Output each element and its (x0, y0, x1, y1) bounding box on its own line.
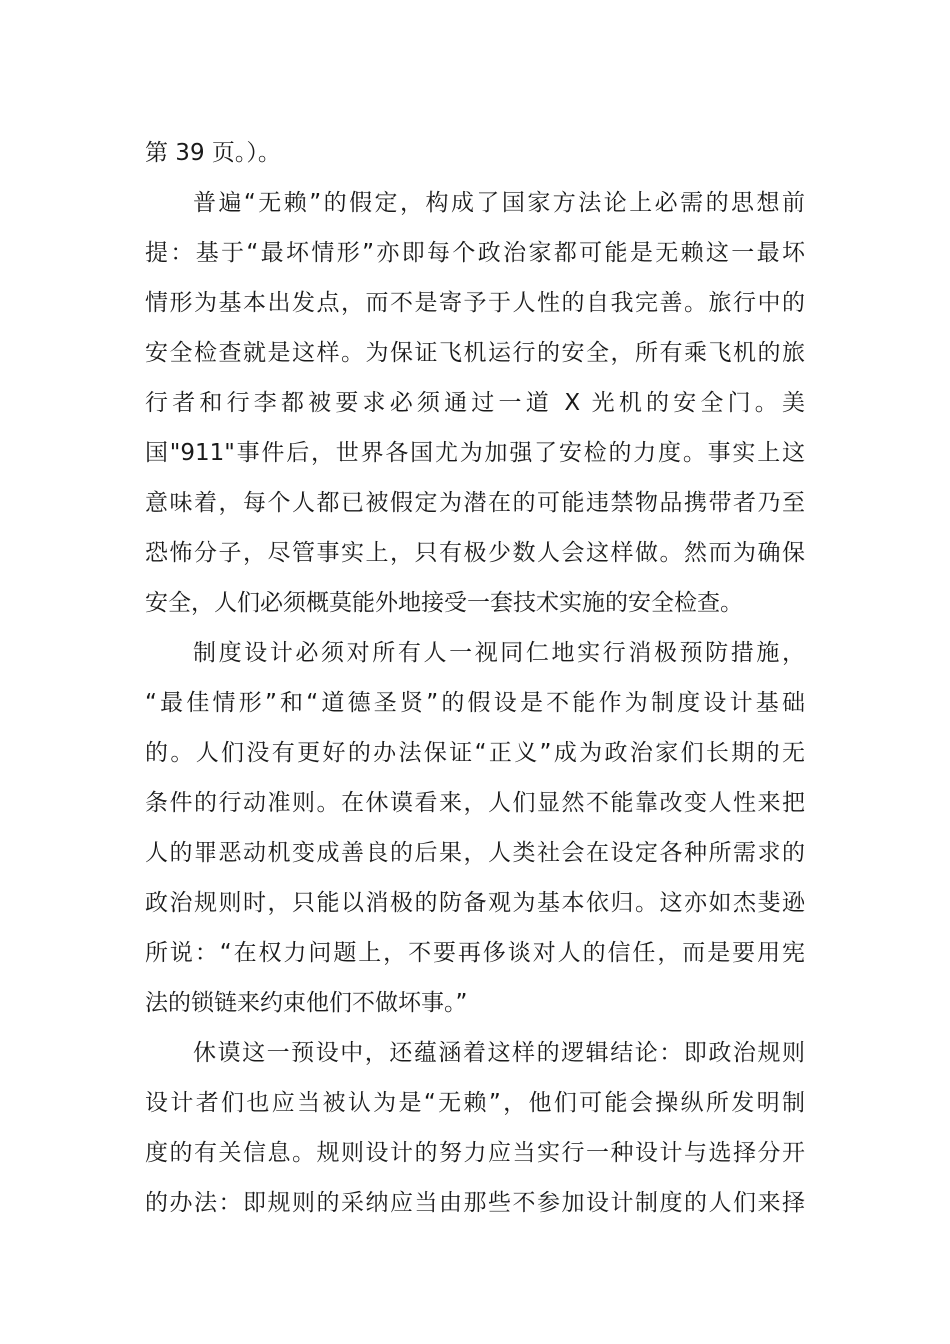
text-line: 安全，人们必须概莫能外地接受一套技术实施的安全检查。 (145, 590, 743, 616)
text-line: 第 39 页。）。 (145, 140, 281, 166)
text-line: 情形为基本出发点，而不是寄予于人性的自我完善。旅行中的 (145, 290, 805, 316)
body-text (145, 128, 805, 1228)
text-line: 度的有关信息。规则设计的努力应当实行一种设计与选择分开 (145, 1140, 805, 1166)
text-line: 安全检查就是这样。为保证飞机运行的安全，所有乘飞机的旅 (145, 340, 805, 366)
text-line: 行者和行李都被要求必须通过一道 X 光机的安全门。美 (145, 390, 805, 416)
text-line: 的办法：即规则的采纳应当由那些不参加设计制度的人们来择 (145, 1190, 805, 1216)
paragraph-first-line: 制度设计必须对所有人一视同仁地实行消极预防措施， (193, 640, 805, 666)
text-line: 人的罪恶动机变成善良的后果，人类社会在设定各种所需求的 (145, 840, 805, 866)
text-line: 所说：“在权力问题上，不要再侈谈对人的信任，而是要用宪 (145, 940, 805, 966)
text-line: 法的锁链来约束他们不做坏事。” (145, 990, 468, 1016)
text-line: 意味着，每个人都已被假定为潜在的可能违禁物品携带者乃至 (145, 490, 805, 516)
text-line: 政治规则时，只能以消极的防备观为基本依归。这亦如杰斐逊 (145, 890, 805, 916)
text-line: “最佳情形”和“道德圣贤”的假设是不能作为制度设计基础 (145, 690, 805, 716)
text-line: 提：基于“最坏情形”亦即每个政治家都可能是无赖这一最坏 (145, 240, 805, 266)
text-line: 恐怖分子，尽管事实上，只有极少数人会这样做。然而为确保 (145, 540, 805, 566)
paragraph-first-line: 休谟这一预设中，还蕴涵着这样的逻辑结论：即政治规则 (193, 1040, 805, 1066)
text-line: 的。人们没有更好的办法保证“正义”成为政治家们长期的无 (145, 740, 805, 766)
paragraph-first-line: 普遍“无赖”的假定，构成了国家方法论上必需的思想前 (193, 190, 805, 216)
text-line: 条件的行动准则。在休谟看来，人们显然不能靠改变人性来把 (145, 790, 805, 816)
text-line: 国"911"事件后，世界各国尤为加强了安检的力度。事实上这 (145, 440, 805, 466)
text-line: 设计者们也应当被认为是“无赖”，他们可能会操纵所发明制 (145, 1090, 805, 1116)
